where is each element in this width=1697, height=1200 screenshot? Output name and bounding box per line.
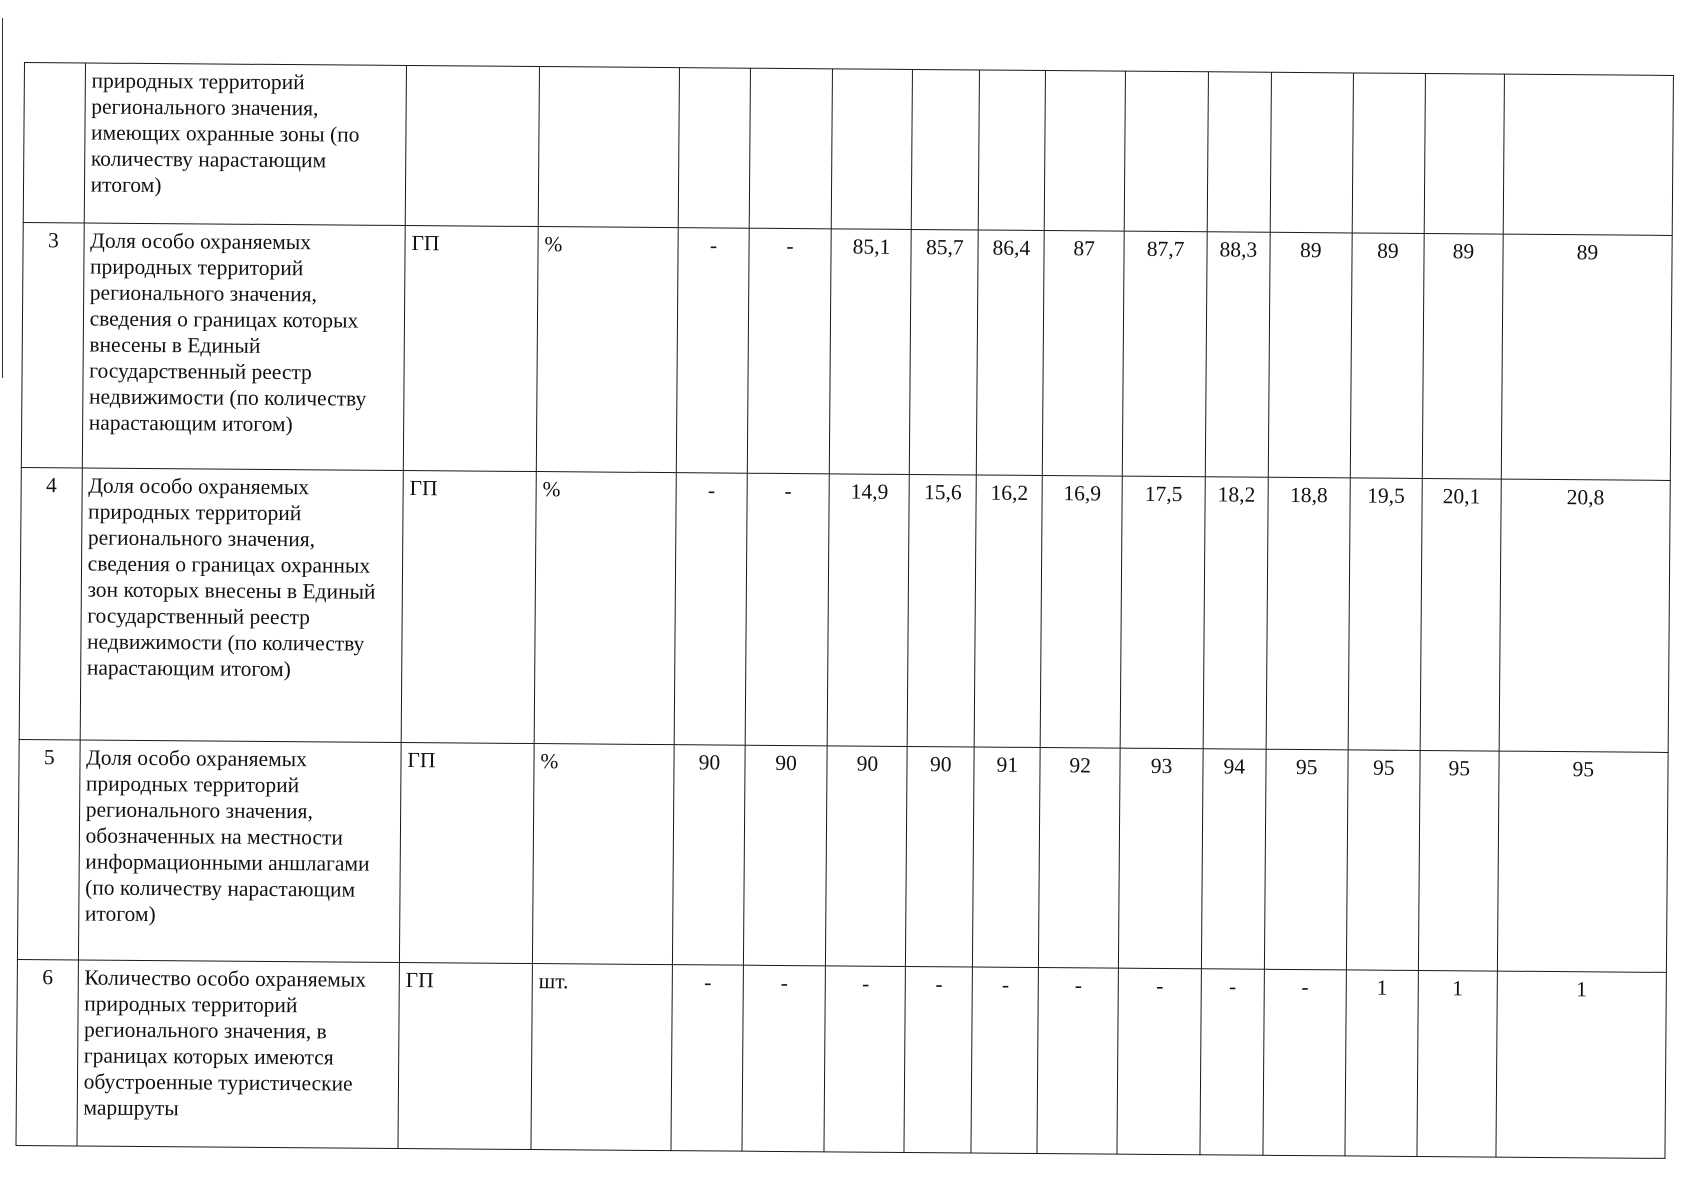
value-cell: 16,9 (1040, 476, 1122, 749)
value-cell: 14,9 (828, 474, 910, 747)
value-cell: - (747, 228, 832, 474)
unit-cell: % (532, 744, 674, 965)
value-cell: 89 (1350, 233, 1424, 479)
value-cell: 88,3 (1205, 232, 1270, 477)
unit-cell: % (536, 227, 678, 473)
document-page (15, 62, 1673, 1159)
value-cell: 95 (1497, 751, 1668, 972)
unit-cell: шт. (531, 964, 673, 1151)
value-cell (832, 69, 913, 230)
value-cell: 1 (1496, 971, 1667, 1158)
value-cell: 90 (906, 746, 975, 967)
source-cell: ГП (401, 470, 536, 743)
indicator-name-cell: Доля особо охраняемых природных территорий регионального значения, обозначенных на местности информационными аншлагами (по количеству нарастающим итогом) (78, 740, 401, 963)
row-number-cell (23, 63, 85, 223)
value-cell: 89 (1422, 234, 1503, 480)
indicator-name-cell: Количество особо охраняемых природных территорий регионального значения, в границах которых имеются обустроенные туристические маршруты (77, 960, 400, 1149)
value-cell: 1 (1417, 970, 1497, 1157)
value-cell: - (671, 965, 743, 1152)
value-cell (679, 68, 750, 229)
value-cell: 85,1 (830, 229, 912, 475)
row-number-cell: 5 (17, 739, 79, 959)
value-cell (1124, 71, 1208, 232)
source-cell: ГП (403, 225, 538, 471)
value-cell: 95 (1264, 749, 1348, 970)
value-cell: - (1263, 969, 1346, 1156)
value-cell: 92 (1039, 748, 1121, 969)
value-cell (911, 69, 979, 230)
indicator-name-cell: Доля особо охраняемых природных территорий регионального значения, сведения о границах которых внесены в Единый государственный реестр недвижимости (по количеству нарастающим итогом) (82, 223, 405, 471)
value-cell: 90 (673, 745, 745, 966)
table-body (16, 63, 1673, 1159)
value-cell: 15,6 (907, 474, 976, 747)
row-number-cell: 4 (19, 467, 82, 739)
value-cell: 89 (1501, 234, 1672, 480)
indicator-name-cell: природных территорий регионального значения, имеющих охранные зоны (по количеству нарастающим итогом) (84, 63, 407, 226)
indicators-table (15, 62, 1673, 1159)
value-cell: - (674, 473, 746, 746)
source-cell (405, 66, 539, 227)
value-cell: - (1200, 969, 1264, 1155)
value-cell: 85,7 (910, 229, 979, 475)
row-number-cell: 6 (16, 959, 78, 1145)
source-cell: ГП (399, 742, 534, 963)
table-row (23, 63, 1673, 236)
value-cell: - (1037, 967, 1118, 1154)
value-cell: 16,2 (974, 475, 1042, 748)
scan-edge-line (2, 18, 3, 378)
value-cell: 90 (826, 746, 908, 967)
value-cell (1044, 71, 1125, 232)
value-cell: 95 (1346, 750, 1420, 971)
unit-cell (538, 67, 680, 228)
value-cell: 87 (1043, 231, 1125, 477)
unit-cell: % (534, 472, 677, 745)
source-cell: ГП (398, 962, 532, 1149)
value-cell: - (677, 228, 749, 474)
value-cell: - (741, 965, 825, 1152)
indicator-name-cell: Доля особо охраняемых природных территорий регионального значения, сведения о границах охранных зон которых внесены в Единый государственный реестр недвижимости (по количеству нарастающим итогом) (80, 468, 403, 743)
value-cell: 91 (973, 747, 1041, 968)
value-cell: 93 (1118, 748, 1203, 969)
value-cell (749, 68, 833, 229)
value-cell (1424, 74, 1504, 235)
value-cell: 17,5 (1120, 476, 1205, 749)
value-cell: - (1117, 968, 1201, 1155)
value-cell: 94 (1201, 749, 1265, 969)
value-cell: 18,2 (1203, 477, 1268, 749)
table-row (16, 959, 1666, 1158)
row-number-cell: 3 (21, 222, 84, 467)
value-cell: 90 (743, 745, 828, 966)
table-row (19, 467, 1670, 752)
value-cell (1207, 72, 1271, 232)
table-row (17, 739, 1668, 972)
value-cell (1503, 74, 1674, 235)
value-cell: 87,7 (1122, 231, 1207, 477)
value-cell: - (824, 966, 905, 1153)
value-cell: 95 (1418, 750, 1498, 971)
value-cell: - (745, 473, 830, 746)
value-cell: 18,8 (1266, 477, 1350, 750)
value-cell: 86,4 (977, 230, 1045, 476)
value-cell: 1 (1345, 970, 1419, 1157)
value-cell: - (904, 966, 972, 1153)
value-cell (978, 70, 1045, 231)
value-cell: - (971, 967, 1038, 1154)
value-cell (1270, 72, 1353, 233)
table-row (21, 222, 1672, 480)
value-cell (1352, 73, 1426, 234)
value-cell: 20,1 (1420, 478, 1501, 751)
value-cell: 20,8 (1499, 479, 1670, 752)
value-cell: 89 (1268, 232, 1352, 478)
value-cell: 19,5 (1348, 478, 1422, 751)
